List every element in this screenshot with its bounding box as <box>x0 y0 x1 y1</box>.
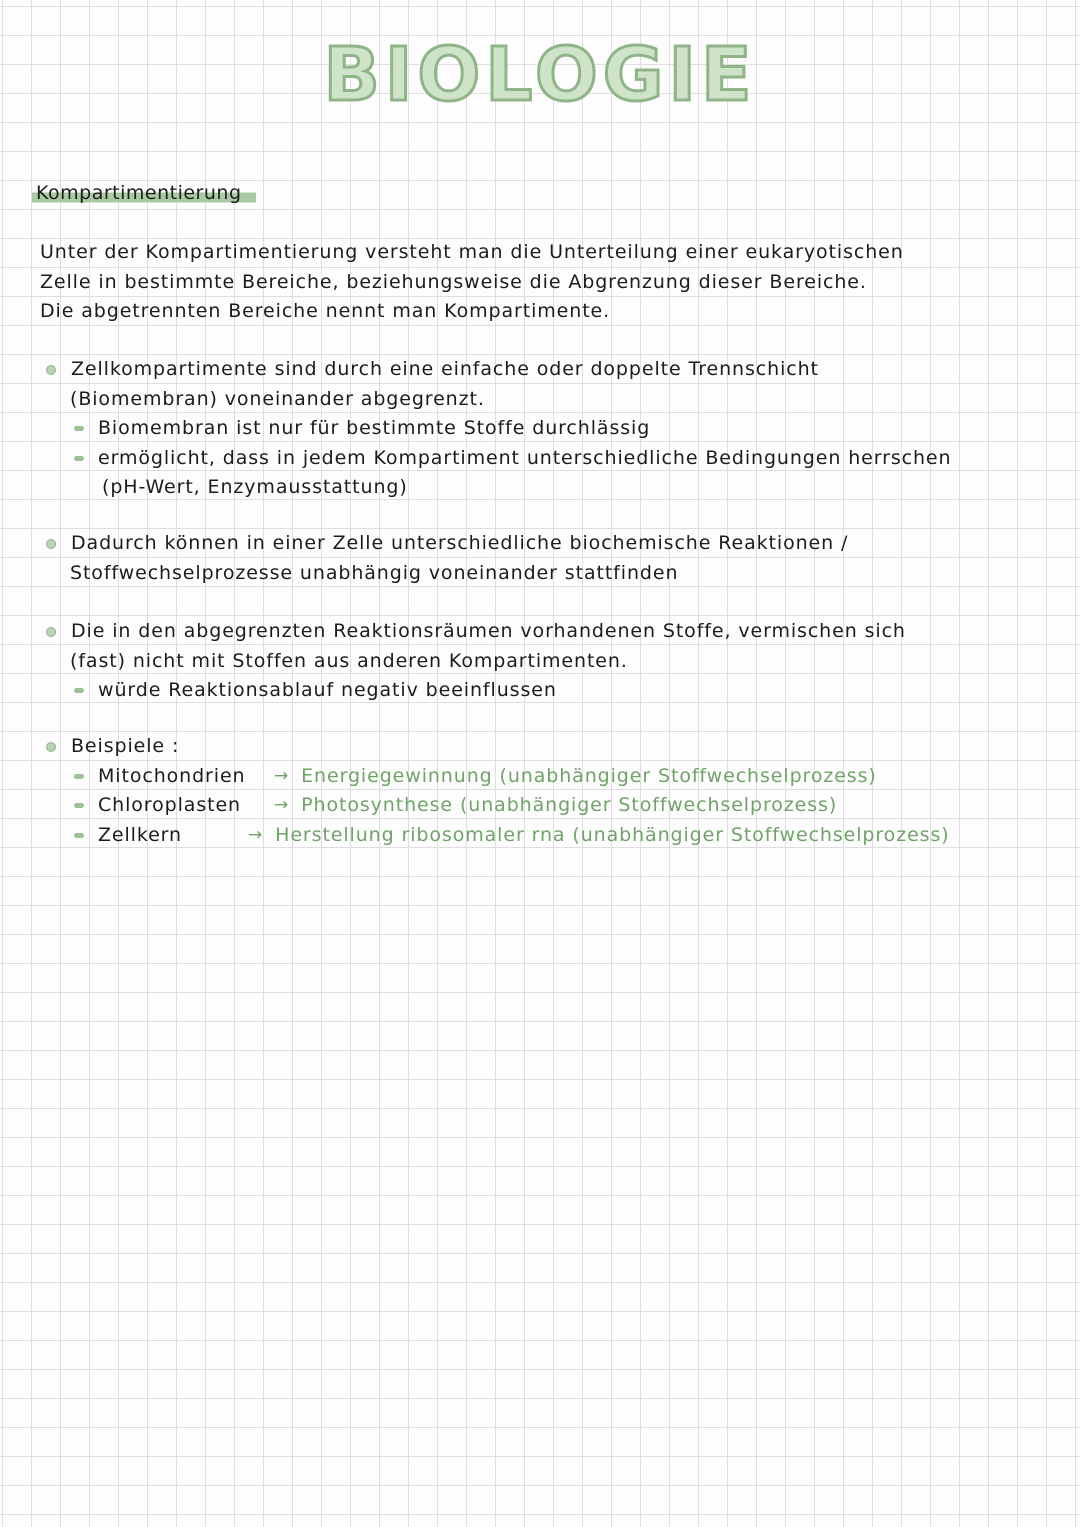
bullet-reactions <box>46 529 1006 588</box>
bullet-substances <box>46 617 1006 706</box>
bullet-text: (Biomembran) voneinander abgegrenzt. <box>70 387 485 410</box>
example-name: Zellkern <box>98 823 182 846</box>
example-description: Photosynthese (unabhängiger Stoffwechselprozess) <box>301 794 838 816</box>
arrow-right-icon: → <box>274 795 290 815</box>
sub-point: ermöglicht, dass in jedem Kompartiment unterschiedliche Bedingungen herrschen <box>98 446 952 469</box>
bullet-dot-icon <box>46 365 56 375</box>
bullet-compartments <box>46 355 1006 503</box>
sub-point: Biomembran ist nur für bestimmte Stoffe durchlässig <box>98 417 651 439</box>
dash-icon <box>74 688 84 693</box>
bullet-text: Stoffwechselprozesse unabhängig voneinander stattfinden <box>70 561 679 584</box>
bullet-dot-icon <box>46 539 56 549</box>
intro-line: Die abgetrennten Bereiche nennt man Kompartimente. <box>40 300 611 322</box>
dash-icon <box>74 833 84 838</box>
dash-icon <box>74 774 84 779</box>
arrow-right-icon: → <box>274 765 290 786</box>
bullet-text: Zellkompartimente sind durch eine einfache oder doppelte Trennschicht <box>71 358 819 380</box>
intro-line: Zelle in bestimmte Bereiche, beziehungsweise die Abgrenzung dieser Bereiche. <box>40 270 867 293</box>
bullet-text: Die in den abgegrenzten Reaktionsräumen vorhandenen Stoffe, vermischen sich <box>71 620 906 642</box>
example-row <box>46 821 1006 851</box>
intro-line: Unter der Kompartimentierung versteht man die Unterteilung einer eukaryotischen <box>40 241 904 263</box>
dash-icon <box>74 426 84 431</box>
bullet-dot-icon <box>46 627 56 637</box>
arrow-right-icon: → <box>248 824 264 845</box>
bullet-text: (fast) nicht mit Stoffen aus anderen Kompartimenten. <box>70 649 628 672</box>
example-row <box>46 762 1006 792</box>
bullet-text: Dadurch können in einer Zelle unterschiedliche biochemische Reaktionen / <box>71 532 849 554</box>
bullet-examples <box>46 732 1006 850</box>
examples-label: Beispiele : <box>71 735 180 757</box>
section-heading: Kompartimentierung <box>32 180 256 206</box>
sub-point-continuation: (pH-Wert, Enzymausstattung) <box>102 476 408 498</box>
intro-paragraph <box>40 238 1030 327</box>
bullet-dot-icon <box>46 742 56 752</box>
example-description: Energiegewinnung (unabhängiger Stoffwechselprozess) <box>301 764 877 787</box>
example-row <box>46 791 1006 821</box>
page-title: BIOLOGIE <box>323 32 757 118</box>
sub-point: würde Reaktionsablauf negativ beeinflussen <box>98 679 557 701</box>
example-description: Herstellung ribosomaler rna (unabhängiger Stoffwechselprozess) <box>275 823 950 846</box>
dash-icon <box>74 803 84 808</box>
example-name: Mitochondrien <box>98 764 246 787</box>
example-name: Chloroplasten <box>98 794 241 816</box>
dash-icon <box>74 456 84 461</box>
